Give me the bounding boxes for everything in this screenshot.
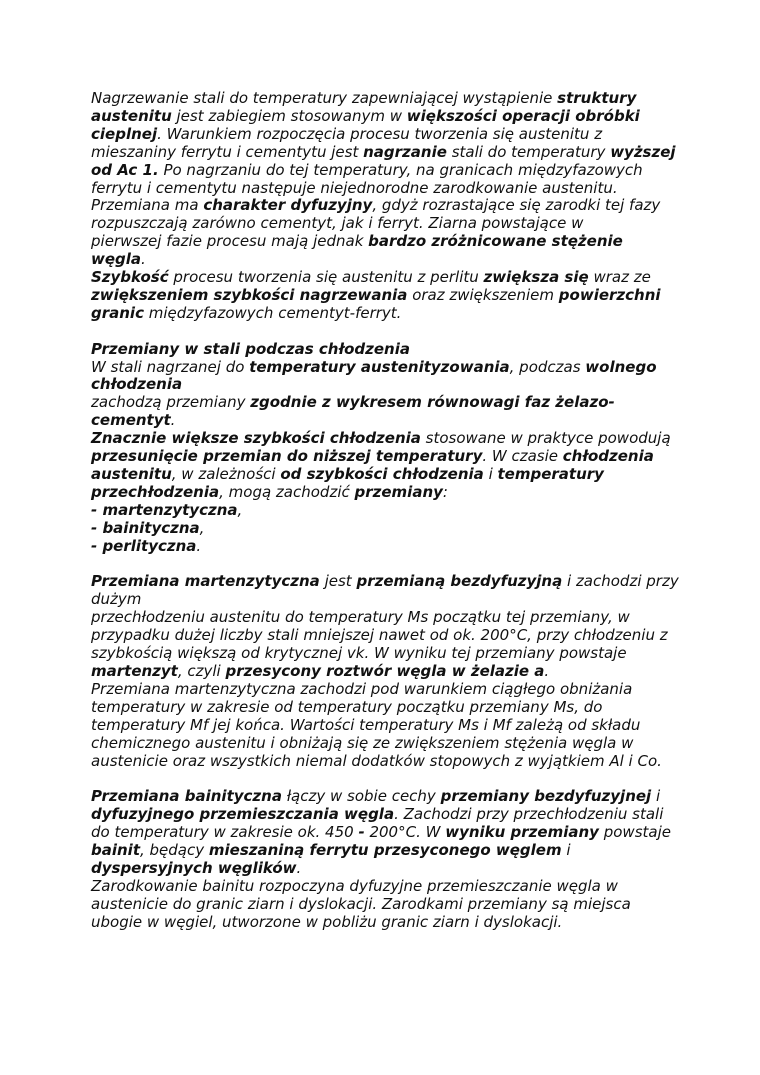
bold-text-run: wyniku przemiany — [445, 823, 599, 842]
text-run: , będący — [140, 841, 209, 860]
text-run: Nagrzewanie stali do temperatury zapewniającej wystąpienie — [91, 89, 558, 107]
paragraph-martensitic — [91, 573, 681, 770]
text-run: , mogą zachodzić — [219, 482, 355, 501]
bold-text-run: powierzchni — [558, 285, 661, 304]
bold-text-run: Szybkość — [91, 268, 169, 287]
bold-text-run: przemianą bezdyfuzyjną — [356, 572, 563, 591]
paragraph-gap — [91, 556, 681, 574]
text-run: i — [651, 787, 661, 806]
text-run: , — [199, 518, 205, 537]
bold-text-run: przesunięcie przemian do niższej temperatury — [91, 447, 483, 466]
text-run: Przemiana martenzytyczna zachodzi pod warunkiem ciągłego obniżania temperatury w zakresie od temperatury początku przemiany Ms, do temperatury Mf jej końca. Wartości temperatury Ms i Mf zależą od składu chemicznego austenitu i obniżają się ze zwiększeniem stężenia węgla w austenicie oraz wszystkich niemal dodatków stopowych z wyjątkiem Al i Co. — [91, 679, 662, 770]
bold-text-run: - bainityczna — [91, 518, 200, 537]
bold-text-run: nagrzanie — [363, 142, 447, 161]
text-run: . Warunkiem rozpoczęcia procesu tworzenia się austenitu z mieszaniny ferrytu i cementytu jest — [91, 124, 603, 161]
document-page — [91, 90, 681, 932]
text-run: łączy w sobie cechy — [281, 787, 441, 806]
bold-text-run: wolnego chłodzenia — [91, 357, 657, 394]
text-run: powstaje — [598, 823, 671, 842]
text-run: , — [237, 500, 243, 519]
bold-text-run: martenzyt — [91, 661, 178, 680]
bold-text-run: przesycony roztwór węgla w żelazie a — [225, 661, 545, 680]
text-run: . — [170, 411, 176, 430]
bold-text-run: większości operacji obróbki cieplnej — [91, 106, 640, 143]
text-run: stali do temperatury — [446, 142, 611, 161]
bold-text-run: zwiększeniem szybkości nagrzewania — [91, 285, 408, 304]
text-run: zachodzą przemiany — [91, 393, 251, 412]
bold-text-run: bardzo zróżnicowane stężenie węgla — [91, 232, 623, 269]
text-run: przechłodzeniu austenitu do temperatury Ms początku tej przemiany, w przypadku dużej liczby stali mniejszej nawet od ok. 200°C, przy chłodzeniu z szybkością większą od krytycznej vk. W wyniku tej przemiany powstaje — [91, 608, 668, 663]
text-run: pierwszej fazie procesu mają jednak — [91, 232, 369, 251]
bold-text-run: charakter dyfuzyjny — [203, 196, 373, 215]
bold-text-run: temperatury przechłodzenia — [91, 465, 604, 501]
text-run: i — [483, 465, 498, 484]
text-run: . — [544, 661, 550, 680]
bold-text-run: mieszaniną ferrytu przesyconego węglem — [208, 841, 562, 860]
text-run: : — [442, 482, 448, 501]
bold-text-run: temperatury austenityzowania — [249, 357, 510, 376]
bold-text-run: Przemiana bainityczna — [91, 787, 282, 806]
text-run: . Zachodzi przy przechłodzeniu stali do temperatury w zakresie ok. 450 — [91, 805, 664, 842]
bold-text-run: przemiany bezdyfuzyjnej — [440, 787, 652, 806]
bold-text-run: Przemiany w stali podczas chłodzenia — [91, 339, 410, 358]
text-run: . — [296, 858, 302, 877]
paragraph-gap — [91, 770, 681, 788]
bold-text-run: - martenzytyczna — [91, 500, 238, 519]
text-run: . — [196, 536, 202, 555]
text-run: i zachodzi przy dużym — [91, 572, 679, 609]
text-run: oraz zwiększeniem — [407, 285, 559, 304]
text-run: Zarodkowanie bainitu rozpoczyna dyfuzyjne przemieszczanie węgla w austenicie do granic ziarn i dyslokacji. Zarodkami przemiany są miejsca ubogie w węgiel, utworzone w pobliżu granic ziarn i dyslokacji. — [91, 876, 631, 931]
bold-text-run: zgodnie z wykresem równowagi faz żelazo-cementyt — [91, 393, 615, 430]
text-run: 200°C. W — [364, 823, 446, 842]
text-run: , podczas — [509, 357, 586, 376]
text-run: wraz ze — [588, 268, 651, 287]
bold-text-run: dyspersyjnych węglików — [91, 858, 297, 877]
text-run: Po nagrzaniu do tej temperatury, na granicach międzyfazowych ferrytu i cementytu następuje niejednorodne zarodkowanie austenitu. Przemiana ma — [91, 160, 643, 215]
bold-text-run: - — [358, 823, 365, 842]
text-run: procesu tworzenia się austenitu z perlitu — [168, 268, 484, 287]
text-run: , gdyż rozrastające się zarodki tej fazy rozpuszczają zarówno cementyt, jak i ferryt. Ziarna powstające w — [91, 196, 661, 233]
bold-text-run: od szybkości chłodzenia — [280, 465, 484, 484]
bold-text-run: - perlityczna — [91, 536, 197, 555]
text-run: , w zależności — [171, 465, 281, 484]
paragraph-gap — [91, 323, 681, 341]
paragraph-cooling-transformations — [91, 341, 681, 556]
text-run: międzyfazowych cementyt-ferryt. — [143, 303, 402, 322]
bold-text-run: Przemiana martenzytyczna — [91, 572, 320, 591]
bold-text-run: wyższej od Ac 1. — [91, 142, 676, 179]
text-run: . — [141, 250, 146, 269]
bold-text-run: przemiany — [354, 482, 443, 501]
text-run: , czyli — [177, 661, 226, 680]
bold-text-run: dyfuzyjnego przemieszczania węgla — [91, 805, 395, 824]
text-run: jest — [319, 572, 357, 591]
bold-text-run: chłodzenia austenitu — [91, 447, 654, 484]
text-run: . W czasie — [482, 447, 563, 466]
bold-text-run: granic — [91, 303, 144, 322]
text-run: stosowane w praktyce powodują — [420, 429, 671, 448]
text-run: W stali nagrzanej do — [91, 357, 250, 376]
text-run: i — [561, 841, 571, 860]
text-run: jest zabiegiem stosowanym w — [171, 106, 407, 125]
paragraph-bainitic — [91, 788, 681, 931]
paragraph-austenite-heating — [91, 90, 681, 323]
bold-text-run: struktury austenitu — [91, 89, 637, 125]
bold-text-run: bainit — [91, 841, 140, 860]
bold-text-run: zwiększa się — [483, 268, 589, 287]
bold-text-run: Znacznie większe szybkości chłodzenia — [91, 429, 421, 448]
